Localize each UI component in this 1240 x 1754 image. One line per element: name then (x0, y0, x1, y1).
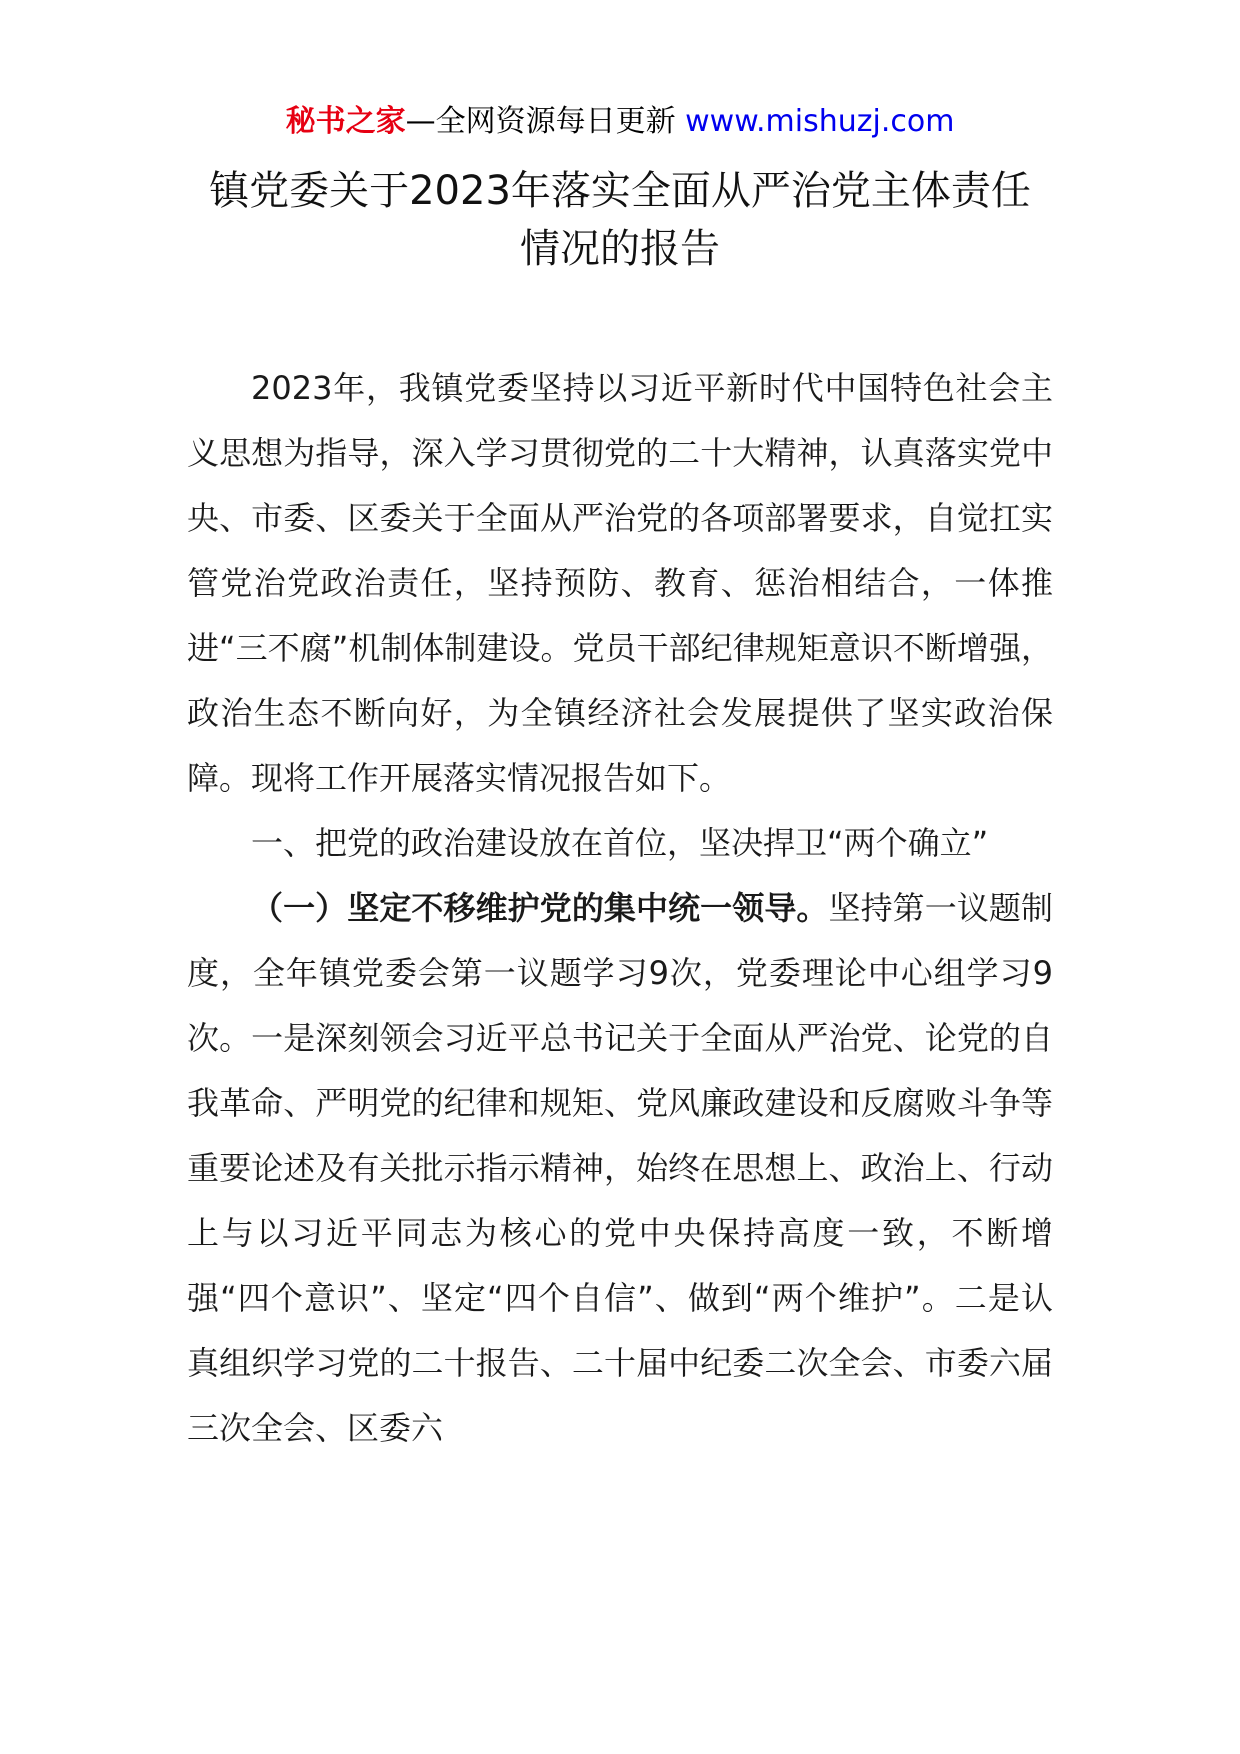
section-heading-1: 一、把党的政治建设放在首位，坚决捍卫“两个确立” (251, 824, 989, 862)
brand-name: 秘书之家 (285, 104, 406, 139)
document-title (0, 162, 1240, 278)
intro-paragraph: 2023年，我镇党委坚持以习近平新时代中国特色社会主义思想为指导，深入学习贯彻党的二十大精神，认真落实党中央、市委、区委关于全面从严治党的各项部署要求，自觉扛实管党治党政治责任，坚持预防、教育、惩治相结合，一体推进“三不腐”机制体制建设。党员干部纪律规矩意识不断增强，政治生态不断向好，为全镇经济社会发展提供了坚实政治保障。现将工作开展落实情况报告如下。 (187, 369, 1053, 797)
title-line-2: 情况的报告 (520, 226, 720, 272)
subsection-heading-1: （一）坚定不移维护党的集中统一领导。 (251, 889, 829, 927)
subsection-text-1: 坚持第一议题制度，全年镇党委会第一议题学习9次，党委理论中心组学习9次。一是深刻领会习近平总书记关于全面从严治党、论党的自我革命、严明党的纪律和规矩、党风廉政建设和反腐败斗争等重要论述及有关批示指示精神，始终在思想上、政治上、行动上与以习近平同志为核心的党中央保持高度一致，不断增强“四个意识”、坚定“四个自信”、做到“两个维护”。二是认真组织学习党的二十报告、二十届中纪委二次全会、市委六届三次全会、区委六 (187, 889, 1053, 1447)
document-body (187, 356, 1053, 1461)
website-link[interactable]: www.mishuzj.com (685, 104, 955, 139)
site-header (0, 100, 1240, 144)
subsection-paragraph-1 (187, 876, 1053, 1461)
header-tagline: —全网资源每日更新 (405, 104, 676, 139)
title-line-1: 镇党委关于2023年落实全面从严治党主体责任 (209, 168, 1031, 214)
